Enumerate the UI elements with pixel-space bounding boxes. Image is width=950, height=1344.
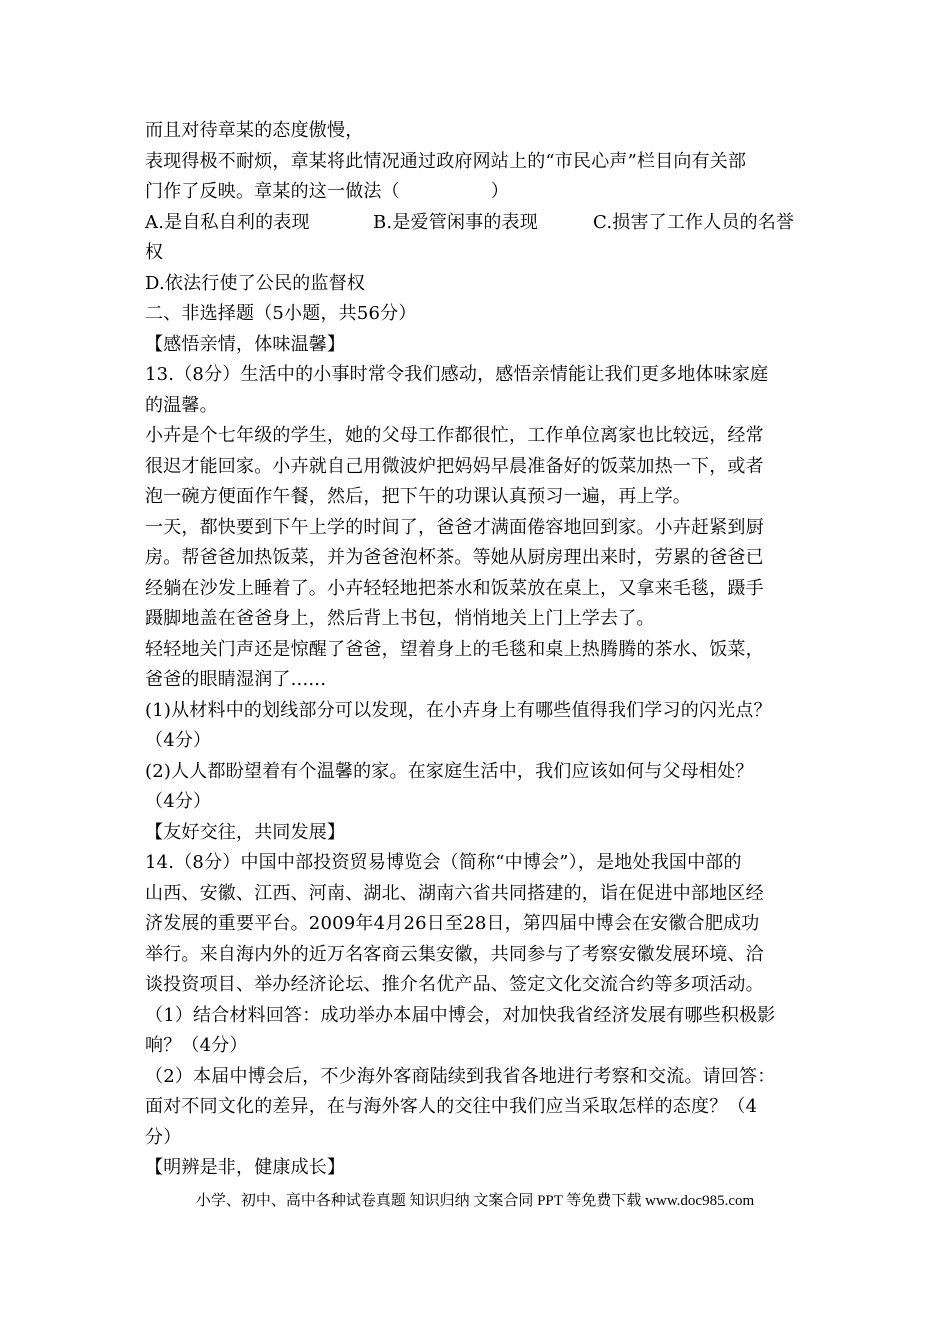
text-line: 的温馨。 [145, 394, 218, 416]
text-line: 泡一碗方便面作午餐，然后，把下午的功课认真预习一遍，再上学。 [145, 486, 691, 507]
page-footer: 小学、初中、高中各种试卷真题 知识归纳 文案合同 PPT 等免费下载 www.doc985.com [195, 1193, 755, 1209]
option-c: C.损害了工作人员的名誉 [593, 211, 795, 233]
text-line: 小卉是个七年级的学生，她的父母工作都很忙，工作单位离家也比较远，经常 [145, 425, 764, 446]
text-line: 山西、安徽、江西、河南、湖北、湖南六省共同搭建的，诣在促进中部地区经 [145, 882, 764, 904]
text-line: 一天，都快要到下午上学的时间了，爸爸才满面倦容地回到家。小卉赶紧到厨 [145, 516, 764, 538]
text-line: (2)人人都盼望着有个温馨的家。在家庭生活中，我们应该如何与父母相处？ [145, 760, 754, 782]
text-line: （1）结合材料回答：成功举办本届中博会，对加快我省经济发展有哪些积极影 [145, 1004, 776, 1026]
option-c-continued: 权 [145, 242, 164, 263]
text-line: 门作了反映。章某的这一做法（ ） [145, 181, 509, 202]
text-line: 响？（4分） [145, 1035, 248, 1056]
text-line: 蹑脚地盖在爸爸身上，然后背上书包，悄悄地关上门上学去了。 [145, 608, 655, 629]
text-line: 经躺在沙发上睡着了。小卉轻轻地把茶水和饭菜放在桌上，又拿来毛毯，蹑手 [145, 577, 764, 599]
section-title: 二、非选择题（5小题，共56分） [145, 303, 417, 324]
text-line: （4分） [145, 730, 212, 751]
text-line: 表现得极不耐烦，章某将此情况通过政府网站上的“市民心声”栏目向有关部 [145, 150, 747, 172]
option-a: A.是自私自利的表现 [145, 211, 310, 233]
option-d: D.依法行使了公民的监督权 [145, 272, 366, 294]
theme-heading: 【明辨是非，健康成长】 [145, 1157, 346, 1178]
text-line: 14.（8分）中国中部投资贸易博览会（简称“中博会”），是地处我国中部的 [145, 852, 742, 873]
option-row [145, 208, 810, 239]
theme-heading: 【友好交往，共同发展】 [145, 821, 346, 843]
option-b: B.是爱管闲事的表现 [373, 211, 538, 233]
text-line: (1)从材料中的划线部分可以发现，在小卉身上有哪些值得我们学习的闪光点？ [145, 699, 772, 721]
text-line: 轻轻地关门声还是惊醒了爸爸，望着身上的毛毯和桌上热腾腾的茶水、饭菜， [145, 638, 764, 660]
text-line: 面对不同文化的差异，在与海外客人的交往中我们应当采取怎样的态度？（4 [145, 1096, 758, 1117]
text-line: 济发展的重要平台。2009年4月26日至28日，第四届中博会在安徽合肥成功 [145, 913, 760, 934]
text-line: 分） [145, 1126, 182, 1148]
text-line: 很迟才能回家。小卉就自己用微波炉把妈妈早晨准备好的饭菜加热一下，或者 [145, 455, 764, 477]
theme-heading: 【感悟亲情，体味温馨】 [145, 333, 346, 355]
text-line: 房。帮爸爸加热饭菜，并为爸爸泡杯茶。等她从厨房理出来时，劳累的爸爸已 [145, 547, 764, 568]
text-line: 谈投资项目、举办经济论坛、推介名优产品、签定文化交流合约等多项活动。 [145, 974, 764, 995]
text-line: 举行。来自海内外的近万名客商云集安徽，共同参与了考察安徽发展环境、洽 [145, 943, 764, 965]
text-line: （2）本届中博会后，不少海外客商陆续到我省各地进行考察和交流。请回答： [145, 1065, 776, 1087]
text-line: 爸爸的眼睛湿润了...... [145, 669, 327, 690]
text-line: 13.（8分）生活中的小事时常令我们感动，感悟亲情能让我们更多地体味家庭 [145, 364, 769, 385]
text-line: （4分） [145, 791, 212, 812]
question-14 [145, 848, 810, 1153]
text-line: 而且对待章某的态度傲慢， [145, 120, 364, 141]
document-body [145, 116, 810, 1184]
question-13 [145, 360, 810, 818]
